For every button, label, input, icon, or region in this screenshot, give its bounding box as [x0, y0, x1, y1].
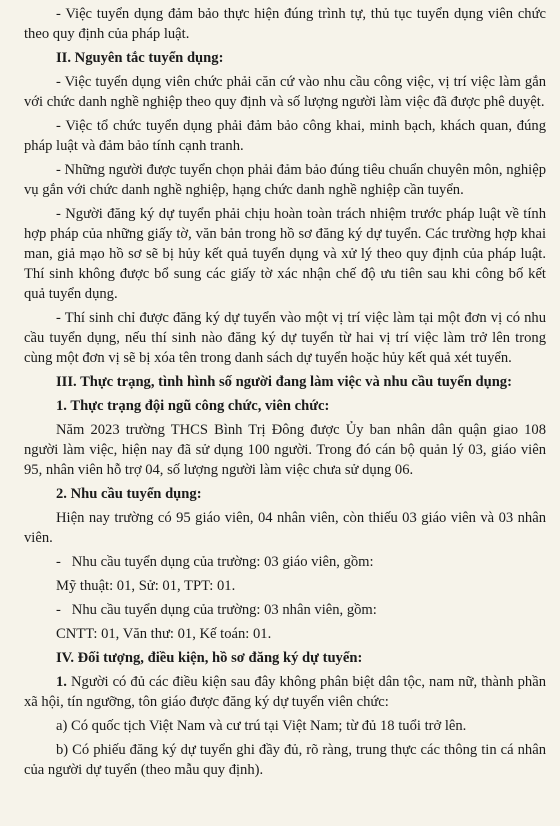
paragraph: Hiện nay trường có 95 giáo viên, 04 nhân viên, còn thiếu 03 giáo viên và 03 nhân viên. [24, 510, 546, 546]
item-number: 1. [56, 674, 67, 690]
paragraph: - Việc tuyển dụng đảm bảo thực hiện đúng trình tự, thủ tục tuyển dụng viên chức theo quy định của pháp luật. [24, 6, 546, 42]
item-text: Người có đủ các điều kiện sau đây không phân biệt dân tộc, nam nữ, thành phần xã hội, tín ngưỡng, tôn giáo được đăng ký dự tuyển viên chức: [24, 674, 546, 710]
section-heading: III. Thực trạng, tình hình số người đang làm việc và nhu cầu tuyển dụng: [56, 374, 512, 390]
paragraph: - Những người được tuyển chọn phải đảm bảo đúng tiêu chuẩn chuyên môn, nghiệp vụ gắn với chức danh nghề nghiệp, hạng chức danh nghề nghiệp cần tuyển. [24, 162, 546, 198]
subsection-heading: 2. Nhu cầu tuyển dụng: [56, 486, 202, 502]
paragraph: Năm 2023 trường THCS Bình Trị Đông được Ủy ban nhân dân quận giao 108 người làm việc, hiện nay đã sử dụng 100 người. Trong đó cán bộ quản lý 03, giáo viên 95, nhân viên hỗ trợ 04, số lượng người làm việc chưa sử dụng 06. [24, 422, 546, 478]
paragraph [24, 672, 546, 712]
paragraph: - Người đăng ký dự tuyển phải chịu hoàn toàn trách nhiệm trước pháp luật về tính hợp pháp của những giấy tờ, văn bản trong hồ sơ đăng ký dự tuyển. Các trường hợp khai man, giả mạo hồ sơ sẽ bị hủy kết quả tuyển dụng và xử lý theo quy định của pháp luật. Thí sinh không được bổ sung các giấy tờ xác nhận chế độ ưu tiên sau khi công bố kết quả tuyển dụng. [24, 206, 546, 302]
paragraph: a) Có quốc tịch Việt Nam và cư trú tại Việt Nam; từ đủ 18 tuổi trở lên. [56, 718, 467, 734]
paragraph: - Nhu cầu tuyển dụng của trường: 03 nhân viên, gồm: [56, 602, 377, 618]
paragraph: Mỹ thuật: 01, Sử: 01, TPT: 01. [56, 578, 236, 594]
paragraph: CNTT: 01, Văn thư: 01, Kế toán: 01. [56, 626, 272, 642]
section-heading: II. Nguyên tắc tuyển dụng: [56, 50, 224, 66]
paragraph: - Việc tuyển dụng viên chức phải căn cứ vào nhu cầu công việc, vị trí việc làm gắn với chức danh nghề nghiệp theo quy định và số lượng người làm việc đã được phê duyệt. [24, 74, 546, 110]
paragraph: b) Có phiếu đăng ký dự tuyển ghi đầy đủ, rõ ràng, trung thực các thông tin cá nhân của người dự tuyển (theo mẫu quy định). [24, 742, 546, 778]
section-heading: IV. Đối tượng, điều kiện, hồ sơ đăng ký dự tuyển: [56, 650, 363, 666]
subsection-heading: 1. Thực trạng đội ngũ công chức, viên chức: [56, 398, 330, 414]
paragraph: - Việc tổ chức tuyển dụng phải đảm bảo công khai, minh bạch, khách quan, đúng pháp luật và đảm bảo tính cạnh tranh. [24, 118, 546, 154]
paragraph: - Nhu cầu tuyển dụng của trường: 03 giáo viên, gồm: [56, 554, 374, 570]
paragraph: - Thí sinh chỉ được đăng ký dự tuyển vào một vị trí việc làm tại một đơn vị có nhu cầu tuyển dụng, nếu thí sinh nào đăng ký dự tuyển từ hai vị trí việc làm trở lên trong cùng một đơn vị sẽ bị xóa tên trong danh sách dự tuyển hoặc hủy kết quả xét tuyển. [24, 310, 546, 366]
